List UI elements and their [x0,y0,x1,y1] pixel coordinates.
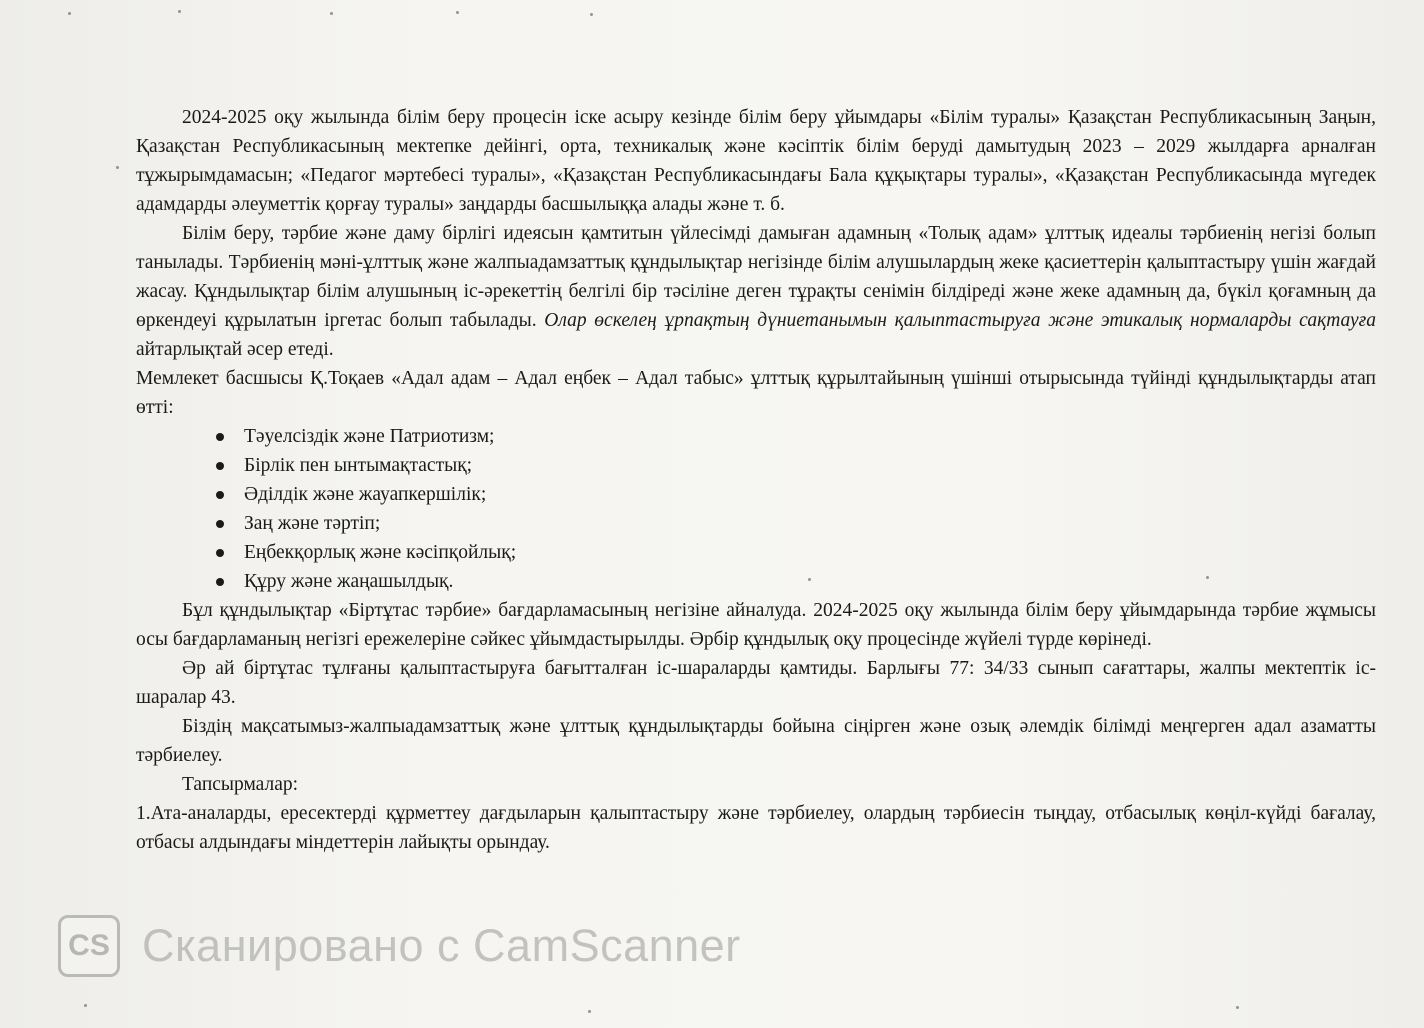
camscanner-watermark [58,914,741,978]
bullet-icon [216,578,224,586]
scan-speck [178,10,181,13]
list-item: Құру және жаңашылдық. [216,567,1376,596]
bullet-icon [216,433,224,441]
list-item: Әділдік және жауапкершілік; [216,480,1376,509]
bullet-icon [216,491,224,499]
list-item: Тәуелсіздік және Патриотизм; [216,422,1376,451]
task-item: 1.Ата-аналарды, ересектерді құрметтеу дағдыларын қалыптастыру және тәрбиелеу, олардың тәрбиесін тыңдау, отбасылық көңіл-күйді бағалау, отбасы алдындағы міндеттерін лайықты орындау. [136,803,1376,853]
paragraph-ideal [136,219,1376,364]
bullet-icon [216,520,224,528]
paragraph-ideal-tail: айтарлықтай әсер етеді. [136,339,334,360]
document-body [136,103,1376,857]
watermark-text: Сканировано с CamScanner [142,920,741,971]
paragraph-program: Бұл құндылықтар «Біртұтас тәрбие» бағдарламасының негізіне айналуда. 2024-2025 оқу жылында білім беру ұйымдарында тәрбие жұмысы осы бағдарламаның негізгі ережелеріне сәйкес ұйымдастырылды. Әрбір құндылық оқу процесінде жүйелі түрде көрінеді. [136,600,1376,650]
paragraph-events: Әр ай біртұтас тұлғаны қалыптастыруға бағытталған іс-шараларды қамтиды. Барлығы 77: 34/33 сынып сағаттары, жалпы мектептік іс-шаралар 43. [136,658,1376,708]
scan-speck [588,1010,591,1013]
paragraph-laws: 2024-2025 оқу жылында білім беру процесін іске асыру кезінде білім беру ұйымдары «Білім туралы» Қазақстан Республикасының Заңын, Қазақстан Республикасының мектепке дейінгі, орта, техникалық және кәсіптік білім беруді дамытудың 2023 – 2029 жылдарға арналған тұжырымдамасын; «Педагог мәртебесі туралы», «Қазақстан Республикасындағы Бала құқықтары туралы», «Қазақстан Республикасында мүгедек адамдарды әлеуметтік қорғау туралы» заңдарды басшылыққа алады және т. б. [136,107,1376,215]
bullet-icon [216,462,224,470]
paragraph-ideal-text: Білім беру, тәрбие және даму бірлігі идеясын қамтитын үйлесімді дамыған адамның «Толық адам» ұлттық идеалы тәрбиенің негізі болып танылады. Тәрбиенің мәні-ұлттық және жалпыадамзаттық құндылықтар негізінде білім алушылардың жеке қасиеттерін қалыптастыру үшін жағдай жасау. Құндылықтар білім алушының іс-әрекеттің белгілі бір тәсіліне деген тұрақты сенімін білдіреді және жеке адамның да, бүкіл қоғамның да өркендеуі құрылатын іргетас болып табылады. [136,223,1376,331]
values-list [136,422,1376,596]
list-item: Заң және тәртіп; [216,509,1376,538]
bullet-icon [216,549,224,557]
scan-speck [84,1004,87,1007]
paragraph-ideal-italic: Олар өскелең ұрпақтың дүниетанымын қалыптастыруға және этикалық нормаларды сақтауға [544,310,1377,331]
scan-speck [590,13,593,16]
camscanner-logo-icon: CS [58,915,120,977]
list-item: Бірлік пен ынтымақтастық; [216,451,1376,480]
scan-speck [68,12,71,15]
paragraph-goal: Біздің мақсатымыз-жалпыадамзаттық және ұлттық құндылықтарды бойына сіңірген және озық әлемдік білімді меңгерген адал азаматты тәрбиелеу. [136,716,1376,766]
scan-speck [116,166,119,169]
scan-speck [808,578,811,581]
scan-speck [1236,1006,1239,1009]
tasks-heading: Тапсырмалар: [182,774,299,795]
scan-speck [456,11,459,14]
paragraph-president: Мемлекет басшысы Қ.Тоқаев «Адал адам – Адал еңбек – Адал табыс» ұлттық құрылтайының үшінші отырысында түйінді құндылықтарды атап өтті: [136,368,1376,418]
list-item: Еңбекқорлық және кәсіпқойлық; [216,538,1376,567]
scan-speck [1206,576,1209,579]
scan-speck [330,12,333,15]
